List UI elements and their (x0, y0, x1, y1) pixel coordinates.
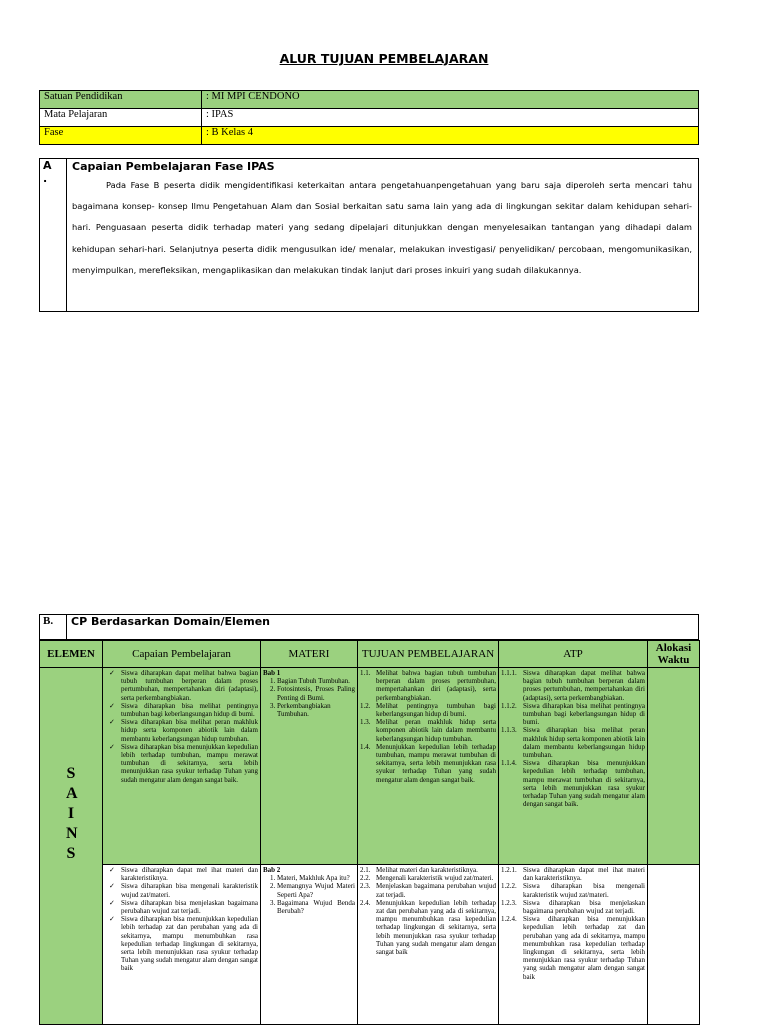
header-materi: MATERI (261, 641, 358, 668)
identity-row (40, 127, 699, 145)
materi-item: 1. Bagian Tubuh Tumbuhan. (277, 677, 355, 685)
tp-cell (358, 865, 499, 1025)
tp-item (360, 669, 496, 702)
section-a-letter: A . (40, 159, 67, 311)
tp-item (360, 882, 496, 898)
atp-item (501, 866, 645, 882)
cp-item: ✓ Siswa diharapkan bisa melihat peran makhluk hidup serta komponen abiotik lain dalam membantu keberlangsungan hidup tumbuhan. (121, 718, 258, 743)
atp-text: Siswa diharapkan bisa mengenali karakteristik wujud zat/materi. (523, 882, 645, 899)
materi-item: 1. Materi, Makhluk Apa itu? (277, 874, 355, 882)
tp-item (360, 743, 496, 784)
header-elemen: ELEMEN (40, 641, 103, 668)
cp-item: ✓ Siswa diharapkan bisa menunjukkan kepedulian lebih terhadap tumbuhan, mampu merawat tumbuhan di sekitarnya, serta lebih menunjukkan rasa syukur terhadap Tuhan yang sudah mengatur alam dengan sangat baik. (121, 743, 258, 784)
atp-text: Siswa diharapkan bisa menjelaskan bagaimana perubahan wujud zat terjadi. (523, 898, 645, 916)
atp-text: Siswa diharapkan bisa melihat pentingnya tumbuhan bagi keberlangsungan hidup di bumi. (523, 701, 645, 727)
tp-number: 1.3. (360, 718, 371, 727)
cp-item: ✓ Siswa diharapkan bisa menjelaskan bagaimana perubahan wujud zat terjadi. (121, 899, 258, 915)
table-row (40, 865, 700, 1025)
atp-number: 1.1.1. (501, 669, 517, 677)
atp-number: 1.1.2. (501, 701, 517, 710)
cp-table (39, 640, 700, 1025)
tp-text: Melihat pentingnya tumbuhan bagi keberlangsungan hidup di bumi. (376, 701, 496, 719)
tp-number: 1.4. (360, 742, 371, 751)
elemen-letter: S (66, 845, 76, 862)
bab-title: Bab 1 (263, 669, 281, 677)
cp-cell (103, 865, 261, 1025)
header-alokasi: Alokasi Waktu (648, 641, 700, 668)
alokasi-cell (648, 865, 700, 1025)
materi-item: 3. Bagaimana Wujud Benda Berubah? (277, 899, 355, 915)
atp-cell (499, 865, 648, 1025)
section-a-body: Pada Fase B peserta didik mengidentifikasi keterkaitan antara pengetahuanpengetahuan yang baru saja diperoleh serta mencari tahu bagaimana konsep- konsep Ilmu Pengetahuan Alam dan Sosial berkaitan satu sama lain yang ada di lingkungan sekitar dalam kehidupan sehari-hari. Penguasaan peserta didik terhadap materi yang sedang dipelajari ditunjukkan dengan menyelesaikan tantangan yang dihadapi dalam kehidupan sehari-hari. Selanjutnya peserta didik mengusulkan ide/ menalar, melakukan investigasi/ penyelidikan/ percobaan, mengomunikasikan, menyimpulkan, merefleksikan, mengaplikasikan dan melakukan tindak lanjut dari proses inkuiri yang sudah dilakukannya. (72, 180, 692, 275)
atp-number: 1.2.4. (501, 915, 517, 924)
section-b-heading: CP Berdasarkan Domain/Elemen (71, 615, 271, 628)
tp-item (360, 866, 496, 874)
tp-item (360, 702, 496, 718)
atp-number: 1.2.3. (501, 898, 517, 907)
identity-table (39, 90, 699, 145)
atp-item (501, 899, 645, 915)
cp-item: ✓ Siswa diharapkan dapat melihat bahwa bagian tubuh tumbuhan berperan dalam proses pertumbuhan, mempertahankan diri (adaptasi), serta perkembangbiakan. (121, 669, 258, 702)
elemen-letter: I (67, 805, 75, 822)
header-atp: ATP (499, 641, 648, 668)
alokasi-cell (648, 668, 700, 865)
atp-number: 1.2.2. (501, 882, 517, 891)
section-a-heading: Capaian Pembelajaran Fase IPAS (72, 160, 275, 173)
section-a (39, 158, 699, 312)
materi-cell (261, 668, 358, 865)
tp-text: Melihat bahwa bagian tubuh tumbuhan berperan dalam proses pertumbuhan, mempertahankan diri (adaptasi), serta perkembangbiakan. (376, 669, 496, 702)
atp-item (501, 669, 645, 702)
atp-number: 1.2.1. (501, 866, 517, 874)
atp-item (501, 759, 645, 808)
elemen-letter: S (66, 765, 76, 782)
atp-text: Siswa diharapkan bisa menunjukkan kepedulian lebih terhadap zat dan perubahan yang ada di sekitarnya, mampu menumbuhkan rasa kepedulian terhadap lingkungan di sekitarnya, serta lebih menunjukkan rasa syukur terhadap Tuhan yang sudah mengatur alam dengan sangat baik (523, 915, 645, 981)
tp-number: 2.3. (360, 882, 371, 891)
atp-text: Siswa diharapkan dapat mel ihat materi dan karakteristiknya. (523, 866, 645, 883)
tp-number: 2.4. (360, 898, 371, 907)
identity-label: Fase (40, 127, 202, 145)
tp-text: Menunjukkan kepedulian lebih terhadap tumbuhan, mampu merawat tumbuhan di sekitarnya, serta lebih menunjukkan rasa syukur terhadap Tuhan yang sudah mengatur alam dengan sangat baik. (376, 742, 496, 784)
materi-cell (261, 865, 358, 1025)
header-capaian: Capaian Pembelajaran (103, 641, 261, 668)
atp-item (501, 702, 645, 727)
identity-value: : IPAS (202, 109, 699, 127)
identity-value: : B Kelas 4 (202, 127, 699, 145)
atp-item (501, 882, 645, 898)
tp-text: Menunjukkan kepedulian lebih terhadap zat dan perubahan yang ada di sekitarnya, mampu menumbuhkan rasa kepedulian terhadap lingkungan di sekitarnya, serta lebih menunjukkan rasa syukur terhadap Tuhan yang sudah mengatur alam dengan sangat baik (376, 898, 496, 957)
tp-cell (358, 668, 499, 865)
tp-number: 1.2. (360, 701, 371, 710)
tp-item (360, 718, 496, 743)
elemen-label (66, 764, 76, 864)
elemen-letter: A (66, 785, 78, 802)
tp-text: Menjelaskan bagaimana perubahan wujud zat terjadi. (376, 882, 496, 899)
atp-item (501, 726, 645, 759)
identity-row (40, 91, 699, 109)
tp-item (360, 874, 496, 882)
tp-number: 2.2. (360, 874, 371, 883)
atp-cell (499, 668, 648, 865)
atp-text: Siswa diharapkan bisa menunjukkan kepedulian lebih terhadap tumbuhan, mampu merawat tumbuhan di sekitarnya, serta lebih menunjukkan rasa syukur terhadap Tuhan yang sudah mengatur alam dengan sangat baik. (523, 759, 645, 809)
tp-text: Mengenali karakteristik wujud zat/materi. (376, 874, 494, 883)
identity-label: Satuan Pendidikan (40, 91, 202, 109)
atp-item (501, 915, 645, 981)
elemen-letter: N (66, 825, 78, 842)
cp-item: ✓ Siswa diharapkan bisa mengenali karakteristik wujud zat/materi. (121, 882, 258, 898)
tp-item (360, 899, 496, 956)
atp-number: 1.1.4. (501, 759, 517, 768)
elemen-cell (40, 668, 103, 1025)
tp-number: 1.1. (360, 669, 371, 677)
bab-title: Bab 2 (263, 866, 281, 874)
atp-text: Siswa diharapkan dapat melihat bahwa bagian tubuh tumbuhan berperan dalam proses pertumbuhan, mempertahankan diri (adaptasi), serta perkembangbiakan. (523, 669, 645, 702)
cp-item: ✓ Siswa diharapkan dapat mel ihat materi dan karakteristiknya. (121, 866, 258, 882)
header-tujuan: TUJUAN PEMBELAJARAN (358, 641, 499, 668)
atp-number: 1.1.3. (501, 726, 517, 735)
document-title: ALUR TUJUAN PEMBELAJARAN (279, 51, 489, 66)
identity-label: Mata Pelajaran (40, 109, 202, 127)
materi-item: 2. Memangnya Wujud Materi Seperti Apa? (277, 882, 355, 898)
cp-item: ✓ Siswa diharapkan bisa melihat pentingnya tumbuhan bagi keberlangsungan hidup di bumi. (121, 702, 258, 718)
identity-row (40, 109, 699, 127)
table-row (40, 668, 700, 865)
identity-value: : MI MPI CENDONO (202, 91, 699, 109)
cp-item: ✓ Siswa diharapkan bisa menunjukkan kepedulian lebih terhadap zat dan perubahan yang ada di sekitarnya, mampu menumbuhkan rasa kepedulian terhadap lingkungan di sekitarnya, serta lebih menunjukkan rasa syukur terhadap Tuhan yang sudah mengatur alam dengan sangat baik (121, 915, 258, 972)
tp-text: Melihat peran makhluk hidup serta komponen abiotik lain dalam membantu keberlangsungan hidup tumbuhan. (376, 718, 496, 743)
materi-item: 2. Fotosintesis, Proses Paling Penting di Bumi. (277, 685, 355, 701)
tp-number: 2.1. (360, 866, 371, 874)
cp-header-row (40, 641, 700, 668)
section-b (39, 614, 699, 640)
materi-item: 3. Perkembangbiakan Tumbuhan. (277, 702, 355, 718)
cp-cell (103, 668, 261, 865)
tp-text: Melihat materi dan karakteristiknya. (376, 866, 478, 874)
section-b-letter: B. (40, 615, 67, 639)
atp-text: Siswa diharapkan bisa melihat peran makhluk hidup serta komponen abiotik lain dalam membantu keberlangsungan hidup tumbuhan. (523, 726, 645, 760)
